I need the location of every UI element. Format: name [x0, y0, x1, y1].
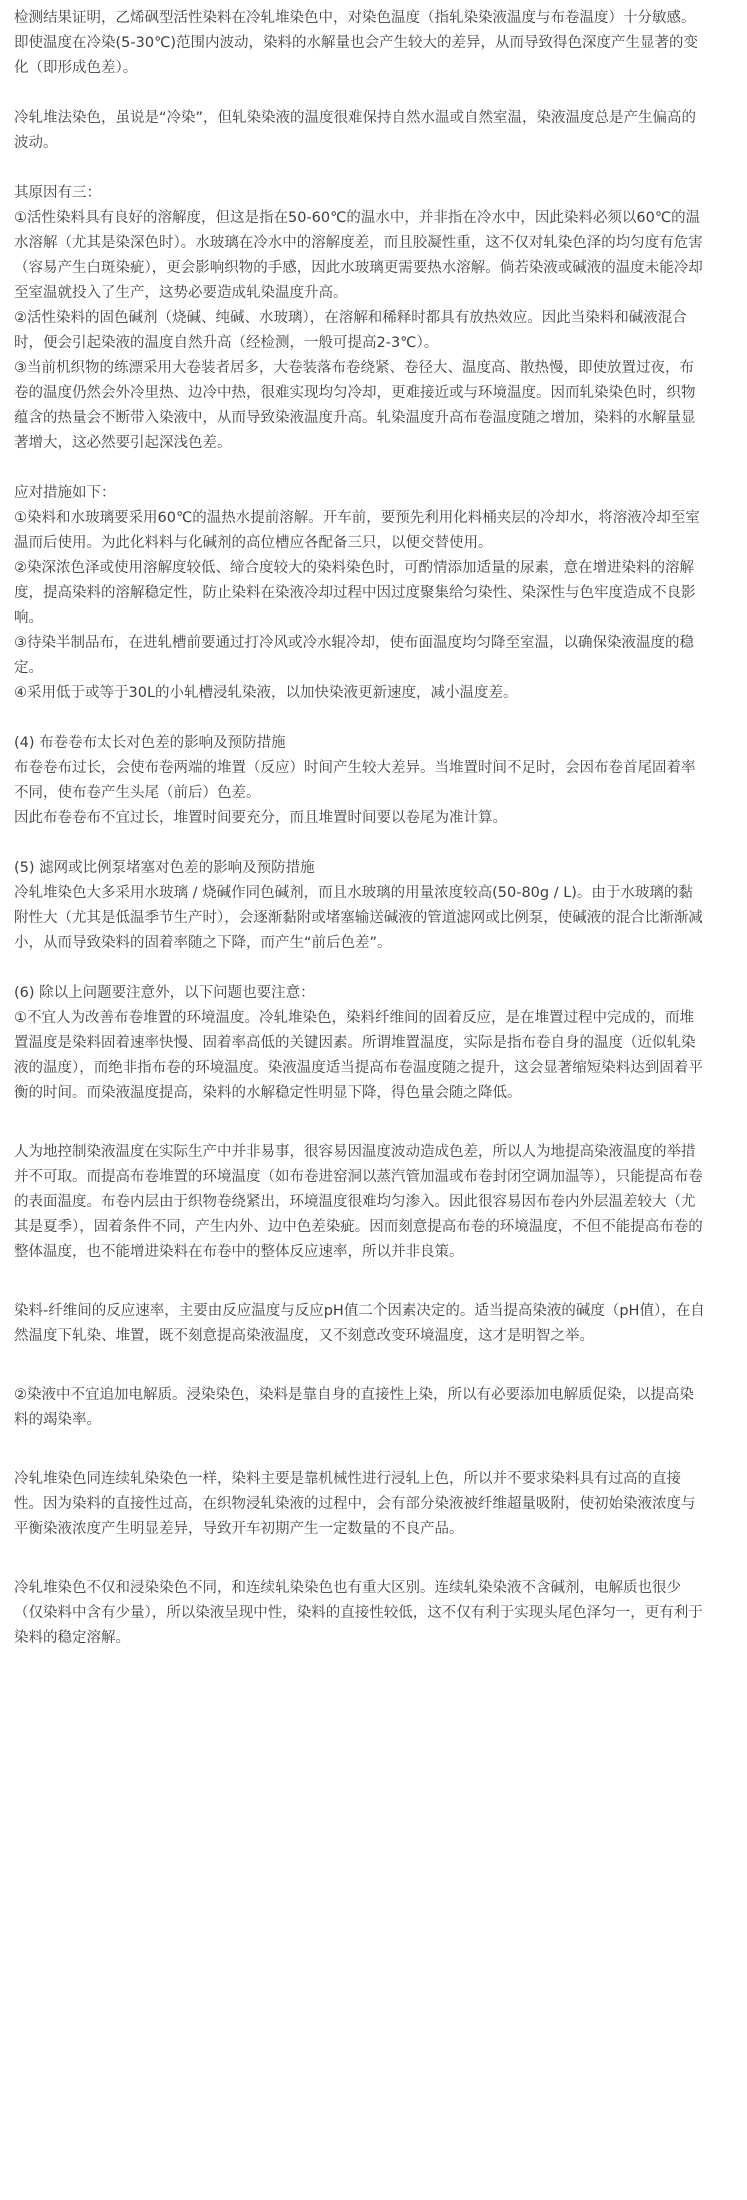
paragraph-spacer: [14, 1265, 706, 1299]
paragraph: ④采用低于或等于30L的小轧槽浸轧染液，以加快染液更新速度，减小温度差。: [14, 685, 518, 701]
paragraph: 布卷卷布过长，会使布卷两端的堆置（反应）时间产生较大差异。当堆置时间不足时，会因布卷首尾固着率不同，使布卷产生头尾（前后）色差。: [14, 760, 696, 801]
paragraph: ③当前机织物的练漂采用大卷装者居多，大卷装落布卷绕紧、卷径大、温度高、散热慢，即使放置过夜，布卷的温度仍然会外冷里热、边冷中热，很难实现均匀冷却，更难接近或与环境温度。因而轧染染色时，织物蕴含的热量会不断带入染液中，从而导致染液温度升高。轧染温度升高布卷温度随之增加，染料的水解量显著增大，这必然要引起深浅色差。: [14, 360, 696, 451]
paragraph-spacer: [14, 156, 706, 181]
paragraph: (5) 滤网或比例泵堵塞对色差的影响及预防措施: [14, 860, 315, 876]
paragraph: 检测结果证明，乙烯砜型活性染料在冷轧堆染色中，对染色温度（指轧染染液温度与布卷温度）十分敏感。即使温度在冷染(5-30℃)范围内波动，染料的水解量也会产生较大的差异，从而导致得色深度产生显著的变化（即形成色差）。: [14, 10, 699, 76]
paragraph: ①不宜人为改善布卷堆置的环境温度。冷轧堆染色，染料纤维间的固着反应，是在堆置过程中完成的，而堆置温度是染料固着速率快慢、固着率高低的关键因素。所谓堆置温度，实际是指布卷自身的温度（近似轧染液的温度），而绝非指布卷的环境温度。染液温度适当提高布卷温度随之提升，这会显著缩短染料达到固着平衡的时间。而染液温度提高，染料的水解稳定性明显下降，得色量会随之降低。: [14, 1010, 703, 1101]
paragraph-spacer: [14, 1542, 706, 1576]
paragraph: ②活性染料的固色碱剂（烧碱、纯碱、水玻璃），在溶解和稀释时都具有放热效应。因此当染料和碱液混合时，便会引起染液的温度自然升高（经检测，一般可提高2-3℃）。: [14, 310, 687, 351]
paragraph: ①活性染料具有良好的溶解度，但这是指在50-60℃的温水中，并非指在冷水中，因此染料必须以60℃的温水溶解（尤其是染深色时）。水玻璃在冷水中的溶解度差，而且胶凝性重，这不仅对轧染色泽的均匀度有危害（容易产生白斑染疵），更会影响织物的手感，因此水玻璃更需要热水溶解。倘若染液或碱液的温度未能冷却至室温就投入了生产，这势必要造成轧染温度升高。: [14, 210, 703, 301]
paragraph: 冷轧堆染色不仅和浸染染色不同，和连续轧染染色也有重大区别。连续轧染染液不含碱剂，电解质也很少（仅染料中含有少量），所以染液呈现中性，染料的直接性较低，这不仅有利于实现头尾色泽匀一，更有利于染料的稳定溶解。: [14, 1580, 703, 1646]
paragraph: 应对措施如下：: [14, 485, 116, 501]
paragraph-spacer: [14, 81, 706, 106]
paragraph: 冷轧堆法染色，虽说是“冷染”，但轧染染液的温度很难保持自然水温或自然室温，染液温度总是产生偏高的波动。: [14, 110, 697, 151]
paragraph-spacer: [14, 956, 706, 981]
paragraph: 人为地控制染液温度在实际生产中并非易事，很容易因温度波动造成色差，所以人为地提高染液温度的举措并不可取。而提高布卷堆置的环境温度（如布卷进窑洞以蒸汽管加温或布卷封闭空调加温等），只能提高布卷的表面温度。布卷内层由于织物卷绕紧出，环境温度很难均匀渗入。因此很容易因布卷内外层温差较大（尤其是夏季），固着条件不同，产生内外、边中色差染疵。因而刻意提高布卷的环境温度，不但不能提高布卷的整体温度，也不能增进染料在布卷中的整体反应速率，所以并非良策。: [14, 1144, 703, 1260]
paragraph-spacer: [14, 1106, 706, 1140]
paragraph: 冷轧堆染色同连续轧染染色一样，染料主要是靠机械性进行浸轧上色，所以并不要求染料具有过高的直接性。因为染料的直接性过高，在织物浸轧染液的过程中，会有部分染液被纤维超量吸附，使初始染液浓度与平衡染液浓度产生明显差异，导致开车初期产生一定数量的不良产品。: [14, 1471, 696, 1537]
paragraph: ②染深浓色泽或使用溶解度较低、缔合度较大的染料染色时，可酌情添加适量的尿素，意在增进染料的溶解度，提高染料的溶解稳定性，防止染料在染液冷却过程中因过度聚集给匀染性、染深性与色牢度造成不良影响。: [14, 560, 696, 626]
paragraph: 冷轧堆染色大多采用水玻璃 / 烧碱作同色碱剂，而且水玻璃的用量浓度较高(50-80g / L)。由于水玻璃的黏附性大（尤其是低温季节生产时），会逐渐黏附或堵塞输送碱液的管道滤网或比例泵，使碱液的混合比渐渐减小，从而导致染料的固着率随之下降，而产生“前后色差”。: [14, 885, 703, 951]
paragraph: ②染液中不宜追加电解质。浸染染色，染料是靠自身的直接性上染，所以有必要添加电解质促染，以提高染料的竭染率。: [14, 1387, 694, 1428]
paragraph: ①染料和水玻璃要采用60℃的温热水提前溶解。开车前，要预先利用化料桶夹层的冷却水，将溶液冷却至室温而后使用。为此化料料与化碱剂的高位槽应各配备三只，以便交替使用。: [14, 510, 700, 551]
paragraph: (6) 除以上问题要注意外，以下问题也要注意：: [14, 985, 315, 1001]
paragraph: 其原因有三：: [14, 185, 101, 201]
paragraph-spacer: [14, 706, 706, 731]
paragraph: ③待染半制品布，在进轧槽前要通过打冷风或冷水辊冷却，使布面温度均匀降至室温，以确保染液温度的稳定。: [14, 635, 694, 676]
paragraph-spacer: [14, 1433, 706, 1467]
paragraph-spacer: [14, 831, 706, 856]
paragraph: 染料-纤维间的反应速率，主要由反应温度与反应pH值二个因素决定的。适当提高染液的碱度（pH值），在自然温度下轧染、堆置，既不刻意提高染液温度，又不刻意改变环境温度，这才是明智之举。: [14, 1303, 705, 1344]
paragraph-spacer: [14, 1349, 706, 1383]
paragraph: 因此布卷卷布不宜过长，堆置时间要充分，而且堆置时间要以卷尾为准计算。: [14, 810, 507, 826]
paragraph: (4) 布卷卷布太长对色差的影响及预防措施: [14, 735, 286, 751]
paragraph-spacer: [14, 456, 706, 481]
